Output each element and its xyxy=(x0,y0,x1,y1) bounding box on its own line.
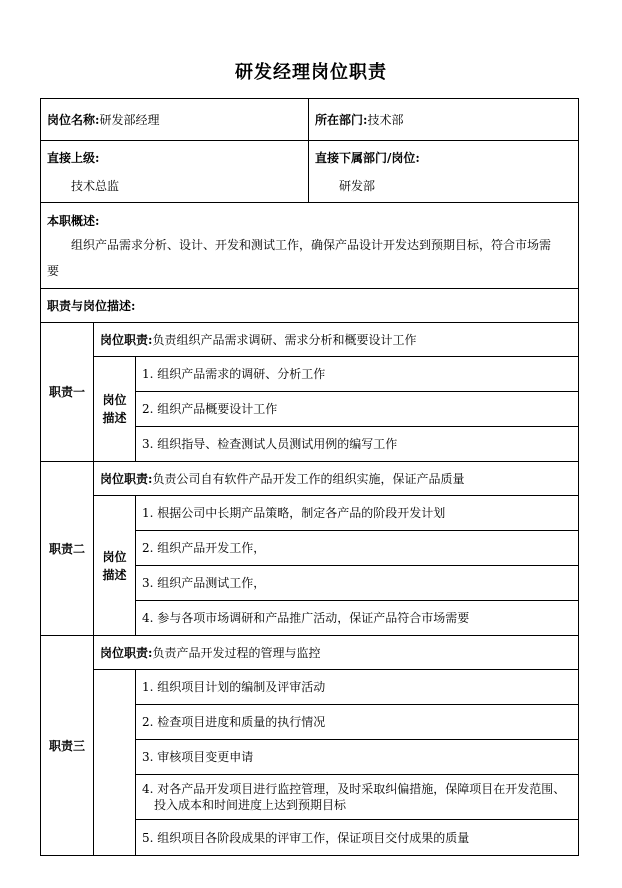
desc-item: 3. 审核项目变更申请 xyxy=(136,740,579,775)
duty-text: 负责组织产品需求调研、需求分析和概要设计工作 xyxy=(152,332,417,347)
duties-label: 职责与岗位描述: xyxy=(41,289,579,323)
desc-item: 1. 根据公司中长期产品策略，制定各产品的阶段开发计划 xyxy=(136,496,579,531)
summary-cell xyxy=(41,203,579,289)
duty-text: 负责公司自有软件产品开发工作的组织实施，保证产品质量 xyxy=(152,471,465,486)
desc-item-line2: 投入成本和时间进度上达到预期目标 xyxy=(154,798,347,812)
desc-item: 2. 组织产品开发工作， xyxy=(136,531,579,566)
department-value: 技术部 xyxy=(367,112,404,127)
duty-label: 岗位职责: xyxy=(100,645,153,660)
duty-name: 职责三 xyxy=(41,636,94,856)
department-cell xyxy=(309,99,579,141)
duty-cell xyxy=(94,462,579,496)
summary-text-line2: 要 xyxy=(47,263,60,278)
desc-item: 4. 参与各项市场调研和产品推广活动，保证产品符合市场需要 xyxy=(136,601,579,636)
superior-label: 直接上级: xyxy=(47,150,100,165)
desc-label-empty xyxy=(94,670,136,856)
summary-text-line1: 组织产品需求分析、设计、开发和测试工作，确保产品设计开发达到预期目标，符合市场需 xyxy=(71,237,552,252)
summary-label: 本职概述: xyxy=(47,213,100,228)
desc-item: 2. 检查项目进度和质量的执行情况 xyxy=(136,705,579,740)
duty-row xyxy=(41,323,579,357)
job-description-table xyxy=(40,98,579,856)
desc-label: 岗位 描述 xyxy=(94,496,136,636)
desc-item-line1: 4. 对各产品开发项目进行监控管理，及时采取纠偏措施，保障项目在开发范围、 xyxy=(142,782,566,796)
desc-item: 5. 组织项目各阶段成果的评审工作，保证项目交付成果的质量 xyxy=(136,820,579,856)
department-label: 所在部门: xyxy=(315,112,368,127)
desc-item-multiline xyxy=(136,775,579,820)
duty-name: 职责一 xyxy=(41,323,94,462)
desc-row xyxy=(41,357,579,392)
duty-label: 岗位职责: xyxy=(100,332,153,347)
desc-row xyxy=(41,496,579,531)
duty-label: 岗位职责: xyxy=(100,471,153,486)
duty-row xyxy=(41,462,579,496)
duty-row xyxy=(41,636,579,670)
duty-cell xyxy=(94,636,579,670)
superior-value: 技术总监 xyxy=(71,178,120,193)
position-cell xyxy=(41,99,309,141)
desc-item: 3. 组织指导、检查测试人员测试用例的编写工作 xyxy=(136,427,579,462)
duty-cell xyxy=(94,323,579,357)
subordinate-label: 直接下属部门/岗位: xyxy=(315,150,420,165)
desc-label: 岗位 描述 xyxy=(94,357,136,462)
superior-cell xyxy=(41,141,309,203)
desc-item: 1. 组织项目计划的编制及评审活动 xyxy=(136,670,579,705)
position-value: 研发部经理 xyxy=(99,112,160,127)
duty-name: 职责二 xyxy=(41,462,94,636)
page-title: 研发经理岗位职责 xyxy=(235,62,387,83)
desc-row xyxy=(41,670,579,705)
position-label: 岗位名称: xyxy=(47,112,100,127)
desc-item: 2. 组织产品概要设计工作 xyxy=(136,392,579,427)
summary-row xyxy=(41,203,579,289)
reporting-row xyxy=(41,141,579,203)
duty-text: 负责产品开发过程的管理与监控 xyxy=(152,645,321,660)
duties-label-row xyxy=(41,289,579,323)
desc-item: 1. 组织产品需求的调研、分析工作 xyxy=(136,357,579,392)
subordinate-value: 研发部 xyxy=(339,178,376,193)
header-row xyxy=(41,99,579,141)
subordinate-cell xyxy=(309,141,579,203)
desc-item: 3. 组织产品测试工作， xyxy=(136,566,579,601)
